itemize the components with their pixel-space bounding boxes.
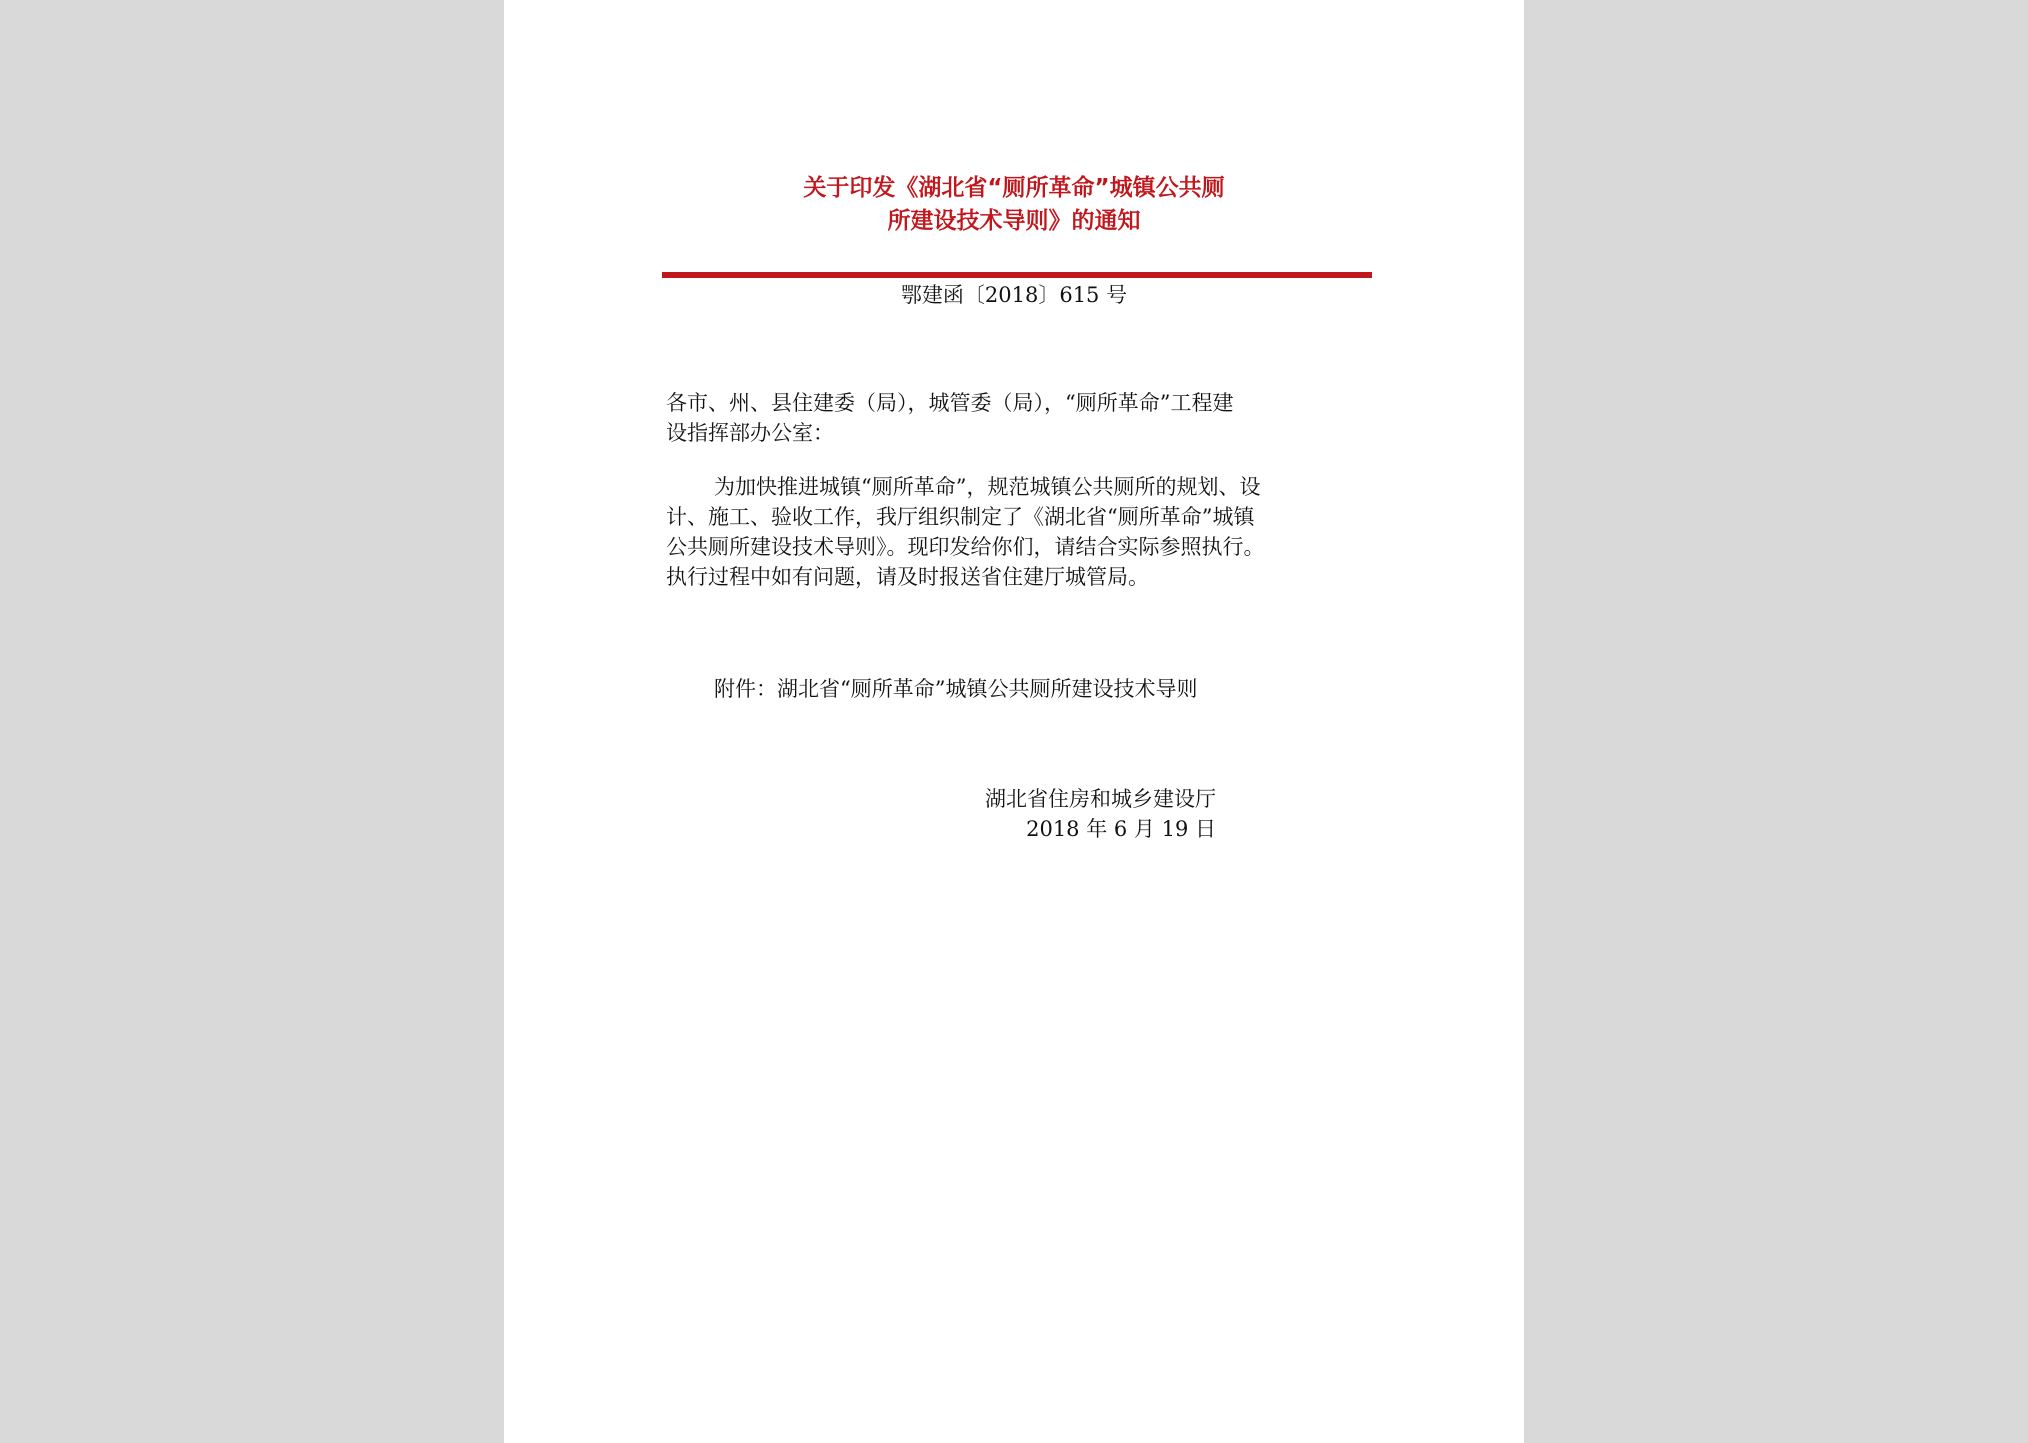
body-paragraph	[666, 472, 1372, 592]
issuer-name: 湖北省住房和城乡建设厅	[985, 787, 1216, 811]
title-line-1: 关于印发《湖北省“厕所革命”城镇公共厕	[803, 175, 1225, 201]
body-line: 执行过程中如有问题，请及时报送省住建厅城管局。	[666, 565, 1149, 589]
document-title	[504, 172, 1524, 238]
document-number: 鄂建函〔2018〕615 号	[900, 283, 1128, 307]
salutation	[666, 388, 1372, 448]
red-divider-line	[662, 272, 1372, 278]
salutation-line-2: 设指挥部办公室：	[666, 421, 834, 445]
attachment-line: 附件：湖北省“厕所革命”城镇公共厕所建设技术导则	[714, 677, 1198, 701]
issue-date: 2018 年 6 月 19 日	[1026, 817, 1216, 841]
title-line-2: 所建设技术导则》的通知	[887, 208, 1141, 234]
body-line: 计、施工、验收工作，我厅组织制定了《湖北省“厕所革命”城镇	[666, 505, 1255, 529]
salutation-line-1: 各市、州、县住建委（局），城管委（局），“厕所革命”工程建	[666, 391, 1234, 415]
document-page	[504, 0, 1524, 1443]
body-line: 为加快推进城镇“厕所革命”，规范城镇公共厕所的规划、设	[714, 475, 1261, 499]
body-line: 公共厕所建设技术导则》。现印发给你们，请结合实际参照执行。	[666, 535, 1265, 559]
attachment-note	[666, 674, 1372, 704]
